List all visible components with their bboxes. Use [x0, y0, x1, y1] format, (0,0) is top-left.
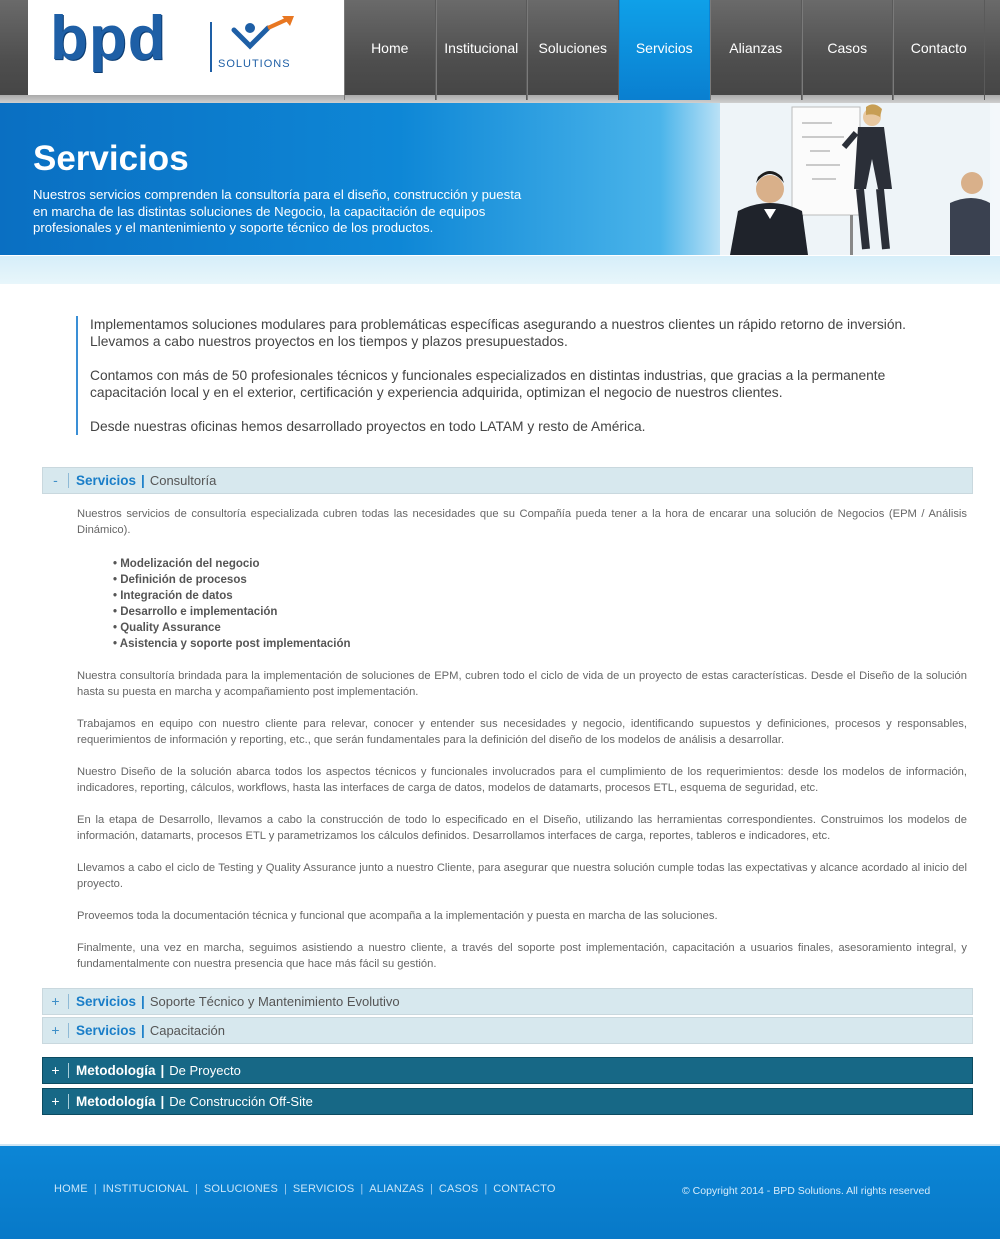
footer-separator: | — [93, 1183, 97, 1195]
accordion-label: Metodología — [76, 1063, 156, 1078]
nav-soluciones[interactable]: Soluciones — [527, 0, 619, 100]
logo-wordmark: bpd — [50, 4, 167, 73]
accordion-separator: | — [141, 994, 145, 1009]
footer-link-soluciones[interactable]: SOLUCIONES — [203, 1183, 279, 1195]
footer-link-institucional[interactable]: INSTITUCIONAL — [102, 1183, 190, 1195]
accordion-subtitle: De Proyecto — [169, 1063, 241, 1078]
content-paragraph: Nuestra consultoría brindada para la implementación de soluciones de EPM, cubren todo el ciclo de vida de un proyecto de estas características. Desde el Diseño de la solución hasta su puesta en marcha y acompañamiento post implementación. — [77, 670, 967, 698]
accordion-separator: | — [160, 1094, 165, 1109]
list-item: • Modelización del negocio — [113, 558, 260, 570]
site-footer — [0, 1144, 1000, 1239]
footer-separator: | — [430, 1183, 433, 1195]
logo-figure-icon — [228, 16, 300, 58]
footer-nav — [54, 1183, 556, 1195]
accordion-label: Servicios — [76, 473, 137, 488]
footer-separator: | — [284, 1183, 287, 1195]
logo-tagline: SOLUTIONS — [218, 58, 291, 70]
accordion-label: Servicios — [76, 1023, 137, 1038]
hero-banner — [0, 103, 1000, 255]
accordion-subtitle: Soporte Técnico y Mantenimiento Evolutivo — [149, 994, 400, 1009]
list-item: • Integración de datos — [113, 590, 233, 602]
expand-icon[interactable]: + — [43, 1023, 69, 1038]
expand-icon[interactable]: + — [43, 994, 69, 1009]
copyright: © Copyright 2014 - BPD Solutions. All rights reserved — [682, 1185, 931, 1197]
content-paragraph: Trabajamos en equipo con nuestro cliente para relevar, conocer y entender sus necesidades y negocio, identificando supuestos y definiciones, procesos y responsables, requerimientos de información y reporting, etc., que serán fundamentales para la definición del diseño de los modelos de análisis a desarrollar. — [77, 718, 967, 746]
footer-link-alianzas[interactable]: ALIANZAS — [369, 1183, 425, 1195]
footer-link-casos[interactable]: CASOS — [438, 1183, 479, 1195]
accordion-separator: | — [141, 1023, 145, 1038]
footer-separator: | — [195, 1183, 198, 1195]
consultoria-content — [77, 506, 967, 988]
content-paragraph: Proveemos toda la documentación técnica y funcional que acompaña a la implementación y puesta en marcha de las soluciones. — [77, 910, 718, 922]
accordion-subtitle: Capacitación — [149, 1023, 225, 1038]
footer-link-home[interactable]: HOME — [54, 1183, 88, 1195]
intro-paragraph: Contamos con más de 50 profesionales técnicos y funcionales especializados en distintas industrias, que gracias a la permanente capacitación local y en el exterior, certificación y experiencia adquirida, optimizan el negocio de nuestros clientes. — [90, 368, 886, 400]
list-item: • Desarrollo e implementación — [113, 606, 278, 618]
collapse-icon[interactable]: - — [43, 473, 69, 488]
banner-band — [0, 256, 1000, 284]
hero-photo — [720, 103, 990, 255]
main-nav — [344, 0, 985, 100]
page-title: Servicios — [33, 139, 189, 178]
intro-paragraph: Implementamos soluciones modulares para problemáticas específicas asegurando a nuestros clientes un rápido retorno de inversión. Llevamos a cabo nuestros proyectos en los tiempos y plazos presupuestados. — [90, 317, 906, 349]
nav-contacto[interactable]: Contacto — [893, 0, 985, 100]
hero-description: Nuestros servicios comprenden la consultoría para el diseño, construcción y puesta en marcha de las distintas soluciones de Negocio, la capacitación de equipos profesionales y el mantenimiento y soporte técnico de los productos. — [33, 187, 522, 235]
list-item: • Definición de procesos — [113, 574, 247, 586]
nav-casos[interactable]: Casos — [802, 0, 894, 100]
nav-home[interactable]: Home — [344, 0, 436, 100]
content-paragraph: Nuestro Diseño de la solución abarca todos los aspectos técnicos y funcionales involucrados para el cumplimiento de los requerimientos: desde los modelos de información, indicadores, reporting, cálculos, workflows, hasta las interfaces de carga de datos, modelos de datamarts, procesos ETL, esquema de seguridad, etc. — [77, 766, 967, 794]
nav-alianzas[interactable]: Alianzas — [710, 0, 802, 100]
content-paragraph: Llevamos a cabo el ciclo de Testing y Quality Assurance junto a nuestro Cliente, para asegurar que nuestra solución cumple todas las expectativas y alcance acordado al inicio del proyecto. — [77, 862, 967, 890]
content-paragraph: Finalmente, una vez en marcha, seguimos asistiendo a nuestro cliente, a través del soporte post implementación, capacitación a usuarios finales, asesoramiento integral, y fundamentalmente con nuestra presencia que hace más fácil su gestión. — [77, 942, 967, 970]
list-item: • Quality Assurance — [113, 622, 221, 634]
footer-separator: | — [484, 1183, 488, 1195]
intro-paragraph: Desde nuestras oficinas hemos desarrollado proyectos en todo LATAM y resto de América. — [90, 419, 646, 434]
content-paragraph: Nuestros servicios de consultoría especializada cubren todas las necesidades que su Compañía pueda tener a la hora de encarar una solución de Negocios (EPM / Análisis Dinámico). — [77, 508, 967, 536]
accordion-label: Metodología — [76, 1094, 156, 1109]
services-list — [113, 556, 967, 652]
expand-icon[interactable]: + — [43, 1094, 69, 1109]
nav-servicios[interactable]: Servicios — [619, 0, 711, 100]
accordion-subtitle: De Construcción Off-Site — [169, 1094, 313, 1109]
accordion-separator: | — [141, 473, 145, 488]
logo[interactable] — [28, 0, 344, 95]
logo-divider — [210, 22, 212, 72]
accordion-servicios-soporte[interactable] — [42, 988, 973, 1015]
accordion-subtitle: Consultoría — [149, 473, 217, 488]
accordion-separator: | — [160, 1063, 165, 1078]
footer-link-servicios[interactable]: SERVICIOS — [292, 1183, 355, 1195]
accordion-label: Servicios — [76, 994, 137, 1009]
accordion-metodologia-offsite[interactable] — [42, 1088, 973, 1115]
intro-text — [76, 316, 956, 435]
footer-separator: | — [360, 1183, 364, 1195]
expand-icon[interactable]: + — [43, 1063, 69, 1078]
accordion-servicios-consultoria[interactable] — [42, 467, 973, 494]
content-paragraph: En la etapa de Desarrollo, llevamos a cabo la construcción de todo lo especificado en el Diseño, utilizando las herramientas correspondientes. Construimos los modelos de información, datamarts, procesos ETL y parametrizamos los cálculos definidos. Desarrollamos interfaces de carga, reportes, tableros e indicadores, etc. — [77, 814, 967, 842]
accordion-servicios-capacitacion[interactable] — [42, 1017, 973, 1044]
accordion-metodologia-proyecto[interactable] — [42, 1057, 973, 1084]
list-item: • Asistencia y soporte post implementación — [113, 638, 351, 650]
nav-institucional[interactable]: Institucional — [436, 0, 528, 100]
footer-link-contacto[interactable]: CONTACTO — [493, 1183, 556, 1195]
